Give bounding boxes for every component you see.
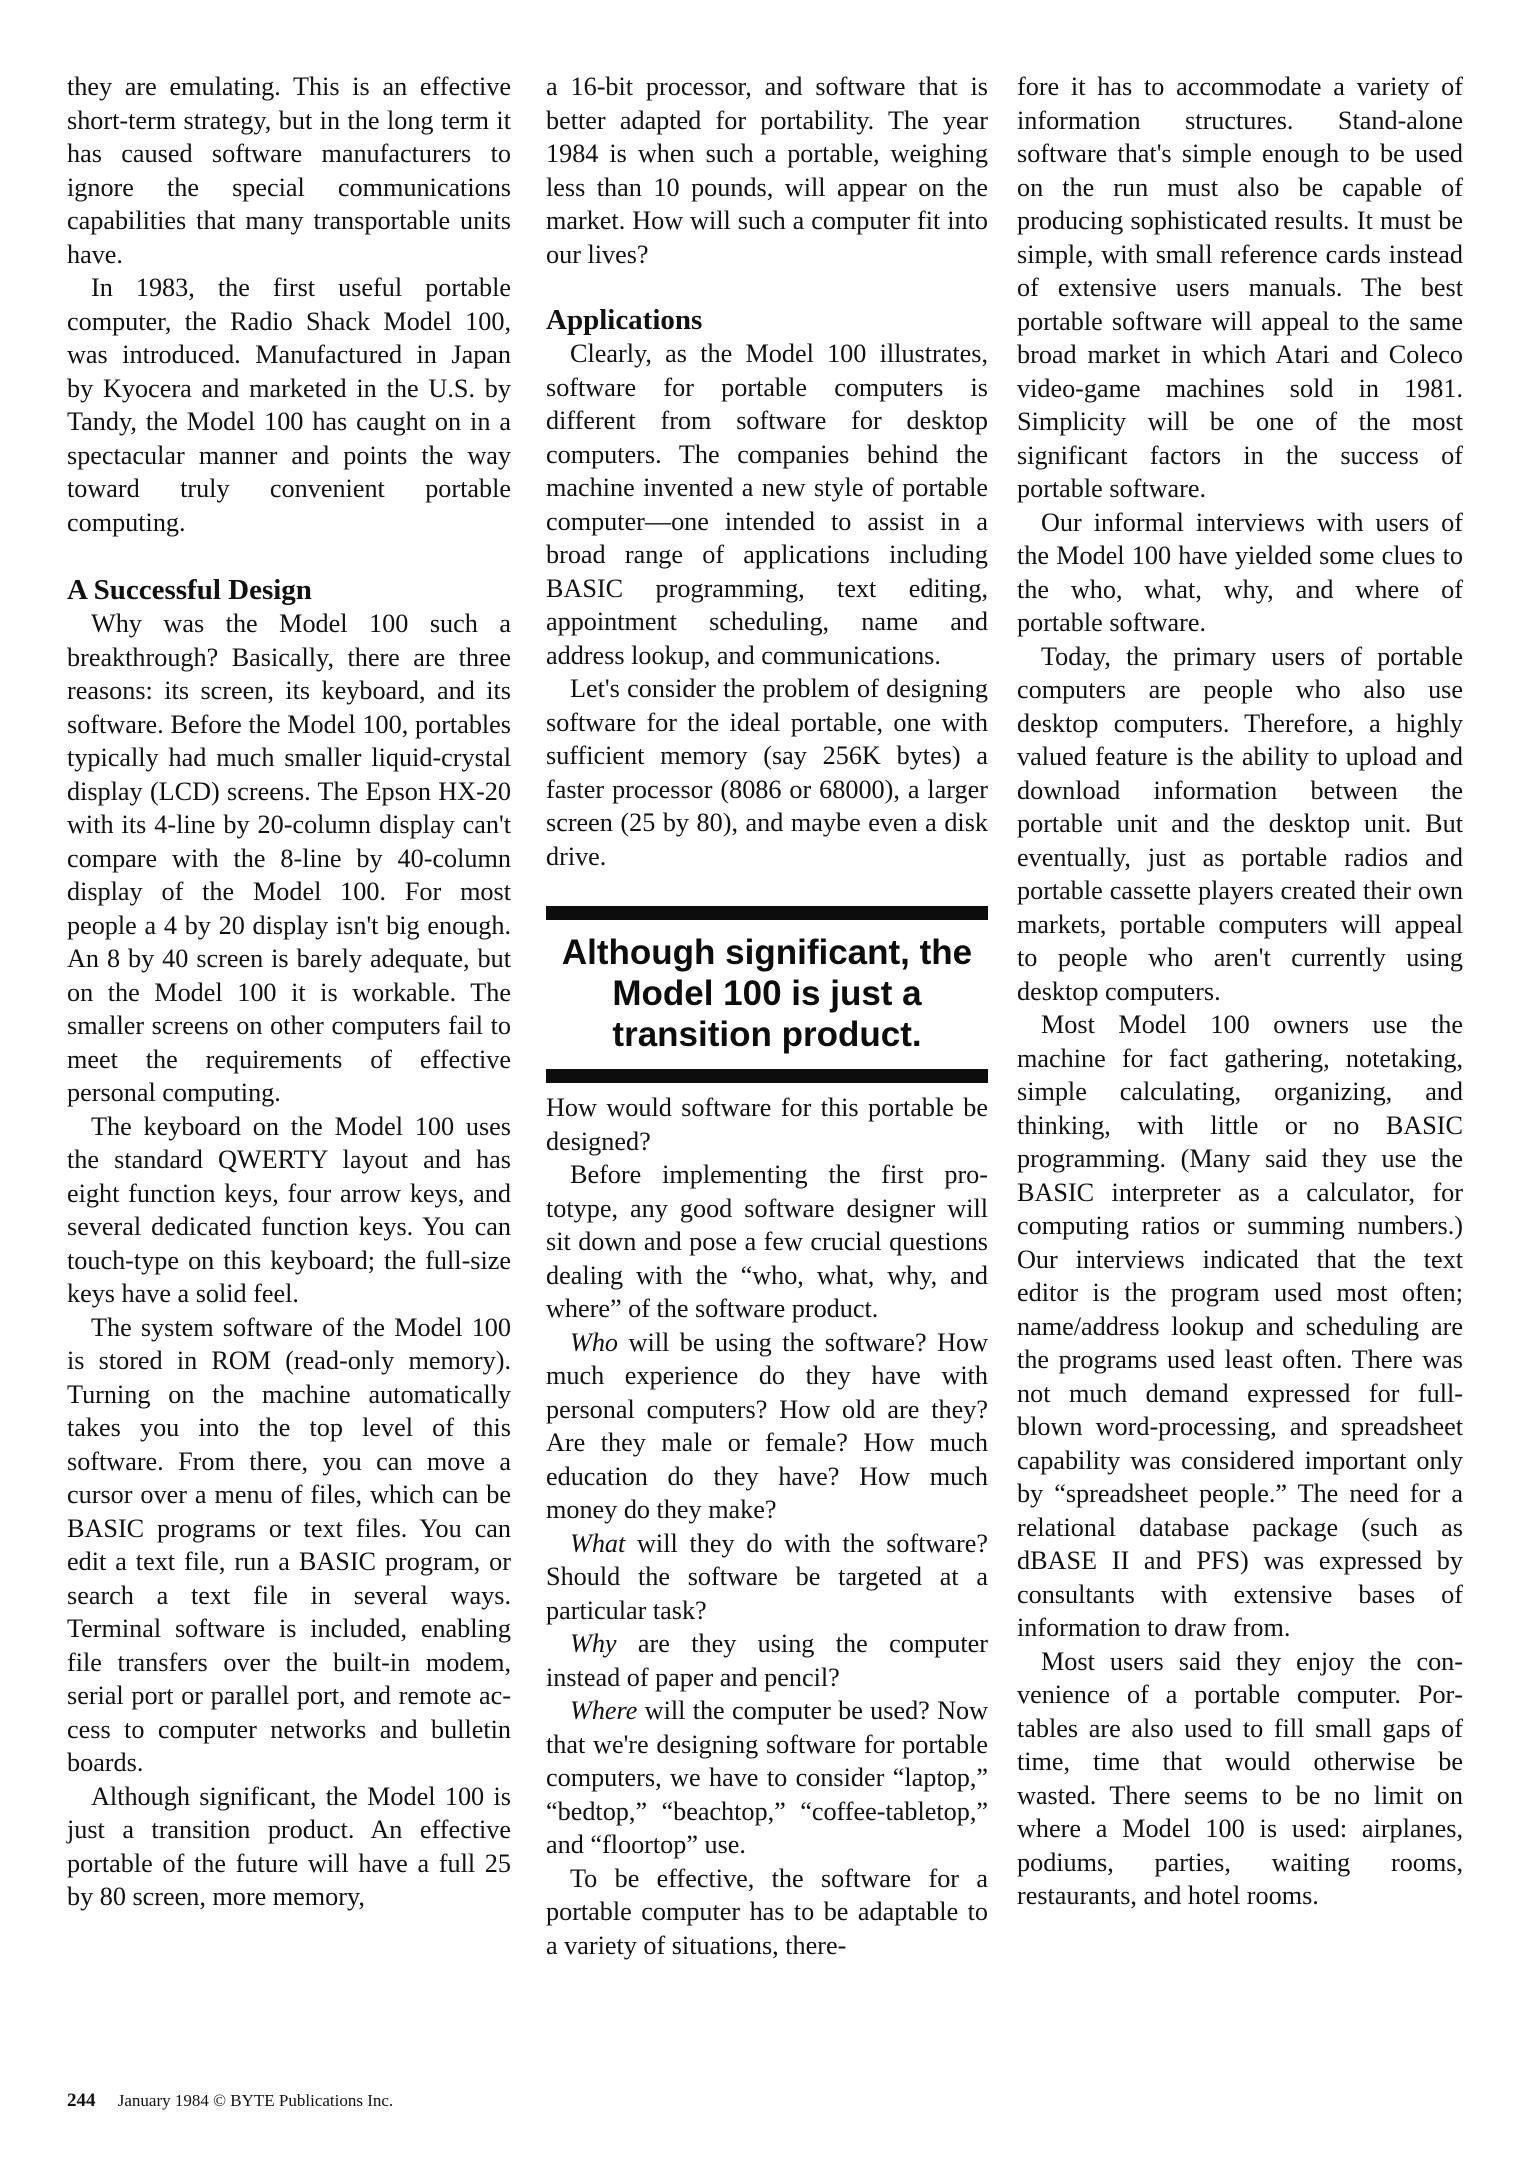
column-2: [546, 70, 988, 1962]
page-footer: [67, 2090, 393, 2112]
paragraph: Most Model 100 owners use the machine for fact gathering, notetaking, simple calculating, organizing, and thinking, with little or no BASIC programming. (Many said they use the BASIC interpreter as a calculator, for computing ratios or summing numbers.) Our interviews indicated that the text editor is the program used most often; name/address lookup and scheduling are the programs used least often. There was not much demand expressed for full-blown word-processing, and spreadsheet capability was considered important only by “spreadsheet people.” The need for a relational database package (such as dBASE II and PFS) was expressed by consultants with extensive bases of information to draw from.: [1017, 1010, 1463, 1642]
paragraph: In 1983, the first useful portable computer, the Radio Shack Model 100, was introduced. Manufactured in Japan by Kyocera and marketed in the U.S. by Tandy, the Model 100 has caught on in a spectacular manner and points the way toward truly convenient portable computing.: [67, 273, 511, 537]
paragraph: Although significant, the Model 100 is just a transition product. An effective portable of the future will have a full 25 by 80 screen, more memory,: [67, 1781, 511, 1911]
paragraph: Our informal interviews with users of the Model 100 have yielded some clues to the who, what, why, and where of portable software.: [1017, 507, 1463, 637]
paragraph: The keyboard on the Model 100 uses the standard QWERTY layout and has eight function keys, four arrow keys, and several dedicated function keys. You can touch-type on this keyboard; the full-size keys have a solid feel.: [67, 1111, 511, 1308]
question-who: [546, 1326, 988, 1527]
question-text: are they using the computer instead of paper and pencil?: [546, 1629, 988, 1692]
paragraph: a 16-bit processor, and software that is better adapted for portability. The year 1984 is when such a portable, weighing less than 10 pounds, will appear on the market. How will such a computer fit into our lives?: [546, 72, 988, 269]
paragraph: How would software for this portable be designed?: [546, 1093, 988, 1156]
pull-quote-text: Although significant, the Model 100 is just a transition product.: [561, 933, 973, 1054]
question-text: will the computer be used? Now that we're designing software for portable computers, we have to consider “laptop,” “bedtop,” “beachtop,” “coffee-tabletop,” and “floortop” use.: [546, 1696, 988, 1859]
column-1: [67, 70, 511, 1914]
question-word: Where: [570, 1696, 638, 1725]
question-word: Why: [570, 1629, 617, 1658]
question-where: [546, 1694, 988, 1862]
footer-credit: January 1984 © BYTE Publications Inc.: [117, 2091, 394, 2110]
paragraph: Today, the primary users of portable computers are people who also use desktop computers. Therefore, a highly valued feature is the ability to upload and download information between the portable unit and the desktop unit. But eventually, just as portable radios and portable cassette players created their own markets, portable computers will appeal to people who aren't currently using desktop computers.: [1017, 641, 1463, 1006]
question-what: [546, 1527, 988, 1628]
paragraph: Most users said they enjoy the convenience of a portable computer. Portables are also used to fill small gaps of time, time that would otherwise be wasted. There seems to be no limit on where a Model 100 is used: airplanes, podiums, parties, waiting rooms, restaurants, and hotel rooms.: [1017, 1646, 1463, 1910]
pull-quote: [546, 906, 988, 1083]
paragraph: Let's consider the problem of designing software for the ideal portable, one with sufficient memory (say 256K bytes) a faster processor (8086 or 68000), a larger screen (25 by 80), and maybe even a disk drive.: [546, 674, 988, 871]
section-heading: Applications: [546, 304, 703, 336]
paragraph: Clearly, as the Model 100 illustrates, software for portable computers is different from software for desktop computers. The companies behind the machine invented a new style of portable computer—one intended to assist in a broad range of applications including BASIC programming, text editing, appointment scheduling, name and address lookup, and communications.: [546, 339, 988, 670]
pull-quote-rule-bottom: [546, 1069, 988, 1083]
pull-quote-rule-top: [546, 906, 988, 920]
question-text: will they do with the software? Should the software be targeted at a particular task?: [546, 1528, 988, 1625]
paragraph: Why was the Model 100 such a breakthrough? Basically, there are three reasons: its screen, its keyboard, and its software. Before the Model 100, portables typically had much smaller liquid-crystal display (LCD) screens. The Epson HX-20 with its 4-line by 20-column display can't compare with the 8-line by 40-column display of the Model 100. For most people a 4 by 20 display isn't big enough. An 8 by 40 screen is barely adequate, but on the Model 100 it is workable. The smaller screens on other computers fail to meet the requirements of effective personal computing.: [67, 609, 511, 1107]
question-text: will be using the software? How much experience do they have with personal computers? How old are they? Are they male or female? How much education do they have? How much money do they make?: [546, 1327, 988, 1524]
column-3: [1017, 70, 1463, 1913]
question-word: What: [570, 1528, 626, 1558]
page-number: 244: [67, 2090, 96, 2111]
paragraph: The system software of the Model 100 is stored in ROM (read-only memory). Turning on the machine automatically takes you into the top level of this software. From there, you can move a cursor over a menu of files, which can be BASIC programs or text files. You can edit a text file, run a BASIC program, or search a text file in several ways. Terminal software is included, enabling file transfers over the built-in modem, serial port or parallel port, and remote access to computer networks and bulletin boards.: [67, 1312, 511, 1777]
paragraph: fore it has to accommodate a variety of information structures. Stand-alone software that's simple enough to be used on the run must also be capable of producing sophisticated results. It must be simple, with small reference cards instead of extensive users manuals. The best portable software will appeal to the same broad market in which Atari and Coleco video-game machines sold in 1981. Simplicity will be one of the most significant factors in the success of portable software.: [1017, 72, 1463, 503]
section-heading: A Successful Design: [67, 574, 312, 606]
paragraph: they are emulating. This is an effective short-term strategy, but in the long term it has caused software manufacturers to ignore the special communications capabilities that many transportable units have.: [67, 72, 511, 269]
paragraph: Before implementing the first prototype, any good software designer will sit down and pose a few crucial questions dealing with the “who, what, why, and where” of the software product.: [546, 1160, 988, 1323]
question-why: [546, 1627, 988, 1694]
paragraph: To be effective, the software for a portable computer has to be adaptable to a variety of situations, there-: [546, 1863, 988, 1960]
question-word: Who: [570, 1327, 619, 1357]
